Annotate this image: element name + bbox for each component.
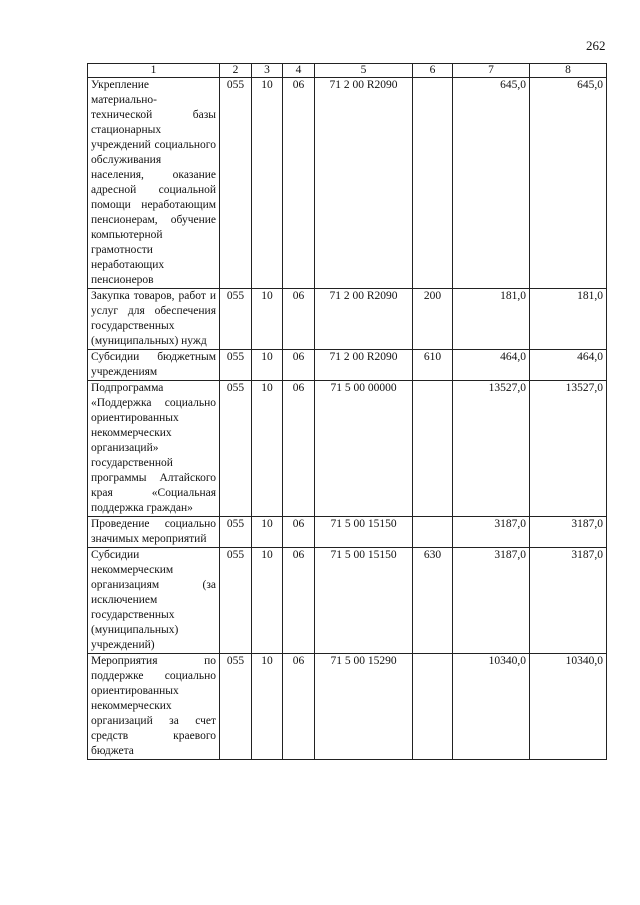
cell-ministry: 055 bbox=[220, 548, 252, 654]
cell-ministry: 055 bbox=[220, 78, 252, 289]
column-header-7: 7 bbox=[453, 64, 530, 78]
cell-amount-1: 3187,0 bbox=[453, 548, 530, 654]
cell-section: 10 bbox=[252, 548, 283, 654]
cell-target-code: 71 5 00 15150 bbox=[315, 517, 413, 548]
header-row bbox=[88, 64, 607, 78]
budget-table bbox=[87, 63, 607, 760]
cell-amount-2: 3187,0 bbox=[530, 548, 607, 654]
cell-expense-type bbox=[413, 381, 453, 517]
cell-target-code: 71 2 00 R2090 bbox=[315, 289, 413, 350]
cell-amount-2: 645,0 bbox=[530, 78, 607, 289]
cell-ministry: 055 bbox=[220, 654, 252, 760]
cell-target-code: 71 2 00 R2090 bbox=[315, 78, 413, 289]
cell-amount-2: 10340,0 bbox=[530, 654, 607, 760]
cell-target-code: 71 5 00 15290 bbox=[315, 654, 413, 760]
column-header-2: 2 bbox=[220, 64, 252, 78]
row-name: Подпрограмма «Поддержка социально ориентированных некоммерческих организаций» государственной программы Алтайского края «Социальная поддержка граждан» bbox=[88, 381, 220, 517]
cell-expense-type bbox=[413, 78, 453, 289]
cell-section: 10 bbox=[252, 78, 283, 289]
cell-amount-2: 13527,0 bbox=[530, 381, 607, 517]
column-header-8: 8 bbox=[530, 64, 607, 78]
table-row bbox=[88, 289, 607, 350]
cell-expense-type bbox=[413, 654, 453, 760]
cell-amount-1: 645,0 bbox=[453, 78, 530, 289]
cell-amount-2: 3187,0 bbox=[530, 517, 607, 548]
cell-subsection: 06 bbox=[283, 350, 315, 381]
table-row bbox=[88, 548, 607, 654]
page-number: 262 bbox=[586, 38, 606, 53]
cell-section: 10 bbox=[252, 289, 283, 350]
cell-expense-type: 200 bbox=[413, 289, 453, 350]
row-name: Закупка товаров, работ и услуг для обеспечения государственных (муниципальных) нужд bbox=[88, 289, 220, 350]
cell-amount-1: 181,0 bbox=[453, 289, 530, 350]
column-header-3: 3 bbox=[252, 64, 283, 78]
cell-amount-1: 10340,0 bbox=[453, 654, 530, 760]
cell-ministry: 055 bbox=[220, 289, 252, 350]
cell-expense-type bbox=[413, 517, 453, 548]
cell-subsection: 06 bbox=[283, 654, 315, 760]
cell-section: 10 bbox=[252, 350, 283, 381]
cell-ministry: 055 bbox=[220, 517, 252, 548]
cell-section: 10 bbox=[252, 517, 283, 548]
cell-ministry: 055 bbox=[220, 381, 252, 517]
cell-target-code: 71 2 00 R2090 bbox=[315, 350, 413, 381]
cell-section: 10 bbox=[252, 654, 283, 760]
column-header-1: 1 bbox=[88, 64, 220, 78]
table-row bbox=[88, 78, 607, 289]
row-name: Проведение социально значимых мероприятий bbox=[88, 517, 220, 548]
cell-expense-type: 630 bbox=[413, 548, 453, 654]
column-header-4: 4 bbox=[283, 64, 315, 78]
cell-expense-type: 610 bbox=[413, 350, 453, 381]
row-name: Субсидии некоммерческим организациям (за исключением государственных (муниципальных) учреждений) bbox=[88, 548, 220, 654]
table-row bbox=[88, 654, 607, 760]
cell-subsection: 06 bbox=[283, 548, 315, 654]
cell-target-code: 71 5 00 00000 bbox=[315, 381, 413, 517]
table-row bbox=[88, 381, 607, 517]
table-row bbox=[88, 350, 607, 381]
column-header-6: 6 bbox=[413, 64, 453, 78]
row-name: Укрепление материально-технической базы стационарных учреждений социального обслуживания населения, оказание адресной социальной помощи неработающим пенсионерам, обучение компьютерной грамотности неработающих пенсионеров bbox=[88, 78, 220, 289]
cell-amount-1: 3187,0 bbox=[453, 517, 530, 548]
cell-subsection: 06 bbox=[283, 381, 315, 517]
cell-amount-2: 464,0 bbox=[530, 350, 607, 381]
row-name: Мероприятия по поддержке социально ориентированных некоммерческих организаций за счет средств краевого бюджета bbox=[88, 654, 220, 760]
row-name: Субсидии бюджетным учреждениям bbox=[88, 350, 220, 381]
cell-target-code: 71 5 00 15150 bbox=[315, 548, 413, 654]
cell-subsection: 06 bbox=[283, 517, 315, 548]
cell-amount-1: 464,0 bbox=[453, 350, 530, 381]
cell-subsection: 06 bbox=[283, 78, 315, 289]
cell-section: 10 bbox=[252, 381, 283, 517]
cell-amount-1: 13527,0 bbox=[453, 381, 530, 517]
cell-ministry: 055 bbox=[220, 350, 252, 381]
table-row bbox=[88, 517, 607, 548]
cell-amount-2: 181,0 bbox=[530, 289, 607, 350]
column-header-5: 5 bbox=[315, 64, 413, 78]
cell-subsection: 06 bbox=[283, 289, 315, 350]
